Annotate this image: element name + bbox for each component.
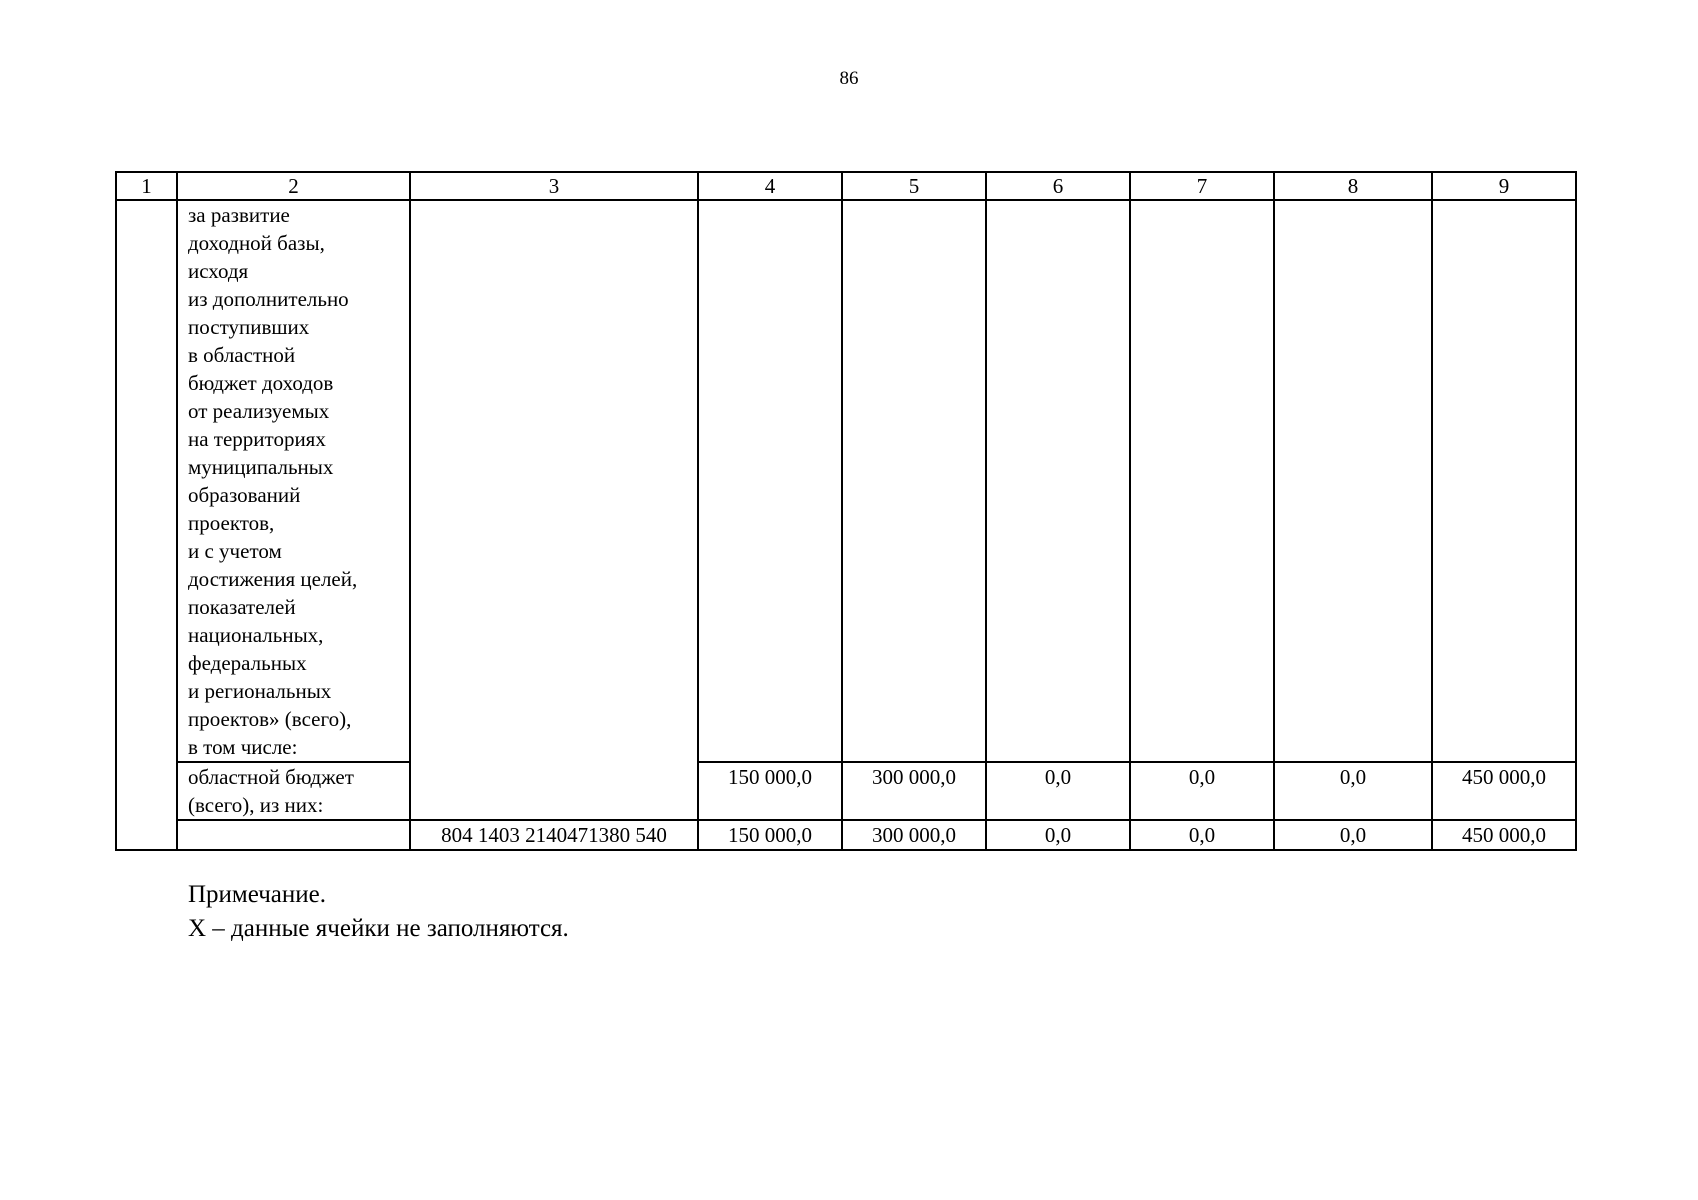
description-line: федеральных (188, 651, 307, 675)
description-line: поступивших (188, 315, 310, 339)
row-number-cell (116, 200, 177, 850)
value-cell: 450 000,0 (1432, 762, 1576, 820)
note-title: Примечание. (188, 881, 327, 908)
value-cell: 150 000,0 (698, 820, 842, 850)
value-cell: 150 000,0 (698, 762, 842, 820)
value-cell: 0,0 (986, 762, 1130, 820)
description-line: и региональных (188, 679, 332, 703)
regional-budget-label (177, 762, 410, 820)
value-cell (1274, 200, 1432, 762)
column-header: 3 (410, 172, 698, 200)
column-header: 8 (1274, 172, 1432, 200)
value-cell: 0,0 (986, 820, 1130, 850)
description-line: от реализуемых (188, 399, 330, 423)
note-text: Х – данные ячейки не заполняются. (188, 915, 569, 942)
table-header-row (116, 172, 1576, 200)
description-line: в том числе: (188, 735, 298, 759)
value-cell (1130, 200, 1274, 762)
column-header: 7 (1130, 172, 1274, 200)
note-block (188, 878, 569, 946)
value-cell: 300 000,0 (842, 820, 986, 850)
value-cell: 0,0 (1274, 820, 1432, 850)
description-line: проектов» (всего), (188, 707, 352, 731)
budget-table (115, 171, 1577, 851)
value-cell: 0,0 (1274, 762, 1432, 820)
description-line: бюджет доходов (188, 371, 334, 395)
description-line: национальных, (188, 623, 324, 647)
value-cell (842, 200, 986, 762)
value-cell: 0,0 (1130, 762, 1274, 820)
column-header: 9 (1432, 172, 1576, 200)
column-header: 5 (842, 172, 986, 200)
column-header: 2 (177, 172, 410, 200)
column-header: 4 (698, 172, 842, 200)
regional-budget-label-line: областной бюджет (188, 765, 354, 789)
description-line: образований (188, 483, 301, 507)
value-cell: 450 000,0 (1432, 820, 1576, 850)
description-line: показателей (188, 595, 296, 619)
description-line: за развитие (188, 203, 290, 227)
description-line: доходной базы, (188, 231, 325, 255)
value-cell (986, 200, 1130, 762)
budget-classification-code: 804 1403 2140471380 540 (410, 820, 698, 850)
description-line: из дополнительно (188, 287, 349, 311)
column-header: 1 (116, 172, 177, 200)
value-cell: 300 000,0 (842, 762, 986, 820)
description-line: муниципальных (188, 455, 334, 479)
value-cell (698, 200, 842, 762)
table-row-regional-budget (116, 762, 1576, 820)
table-row-budget-code (116, 820, 1576, 850)
description-line: и с учетом (188, 539, 282, 563)
description-line: достижения целей, (188, 567, 358, 591)
column-header: 6 (986, 172, 1130, 200)
description-line: исходя (188, 259, 249, 283)
value-cell (1432, 200, 1576, 762)
description-cell (177, 200, 410, 762)
value-cell: 0,0 (1130, 820, 1274, 850)
description-line: проектов, (188, 511, 275, 535)
description-line: в областной (188, 343, 296, 367)
table-row-description (116, 200, 1576, 762)
page-number: 86 (839, 68, 859, 89)
regional-budget-label-line: (всего), из них: (188, 793, 324, 817)
code-cell-empty (410, 200, 698, 820)
description-cell-empty (177, 820, 410, 850)
description-line: на территориях (188, 427, 326, 451)
